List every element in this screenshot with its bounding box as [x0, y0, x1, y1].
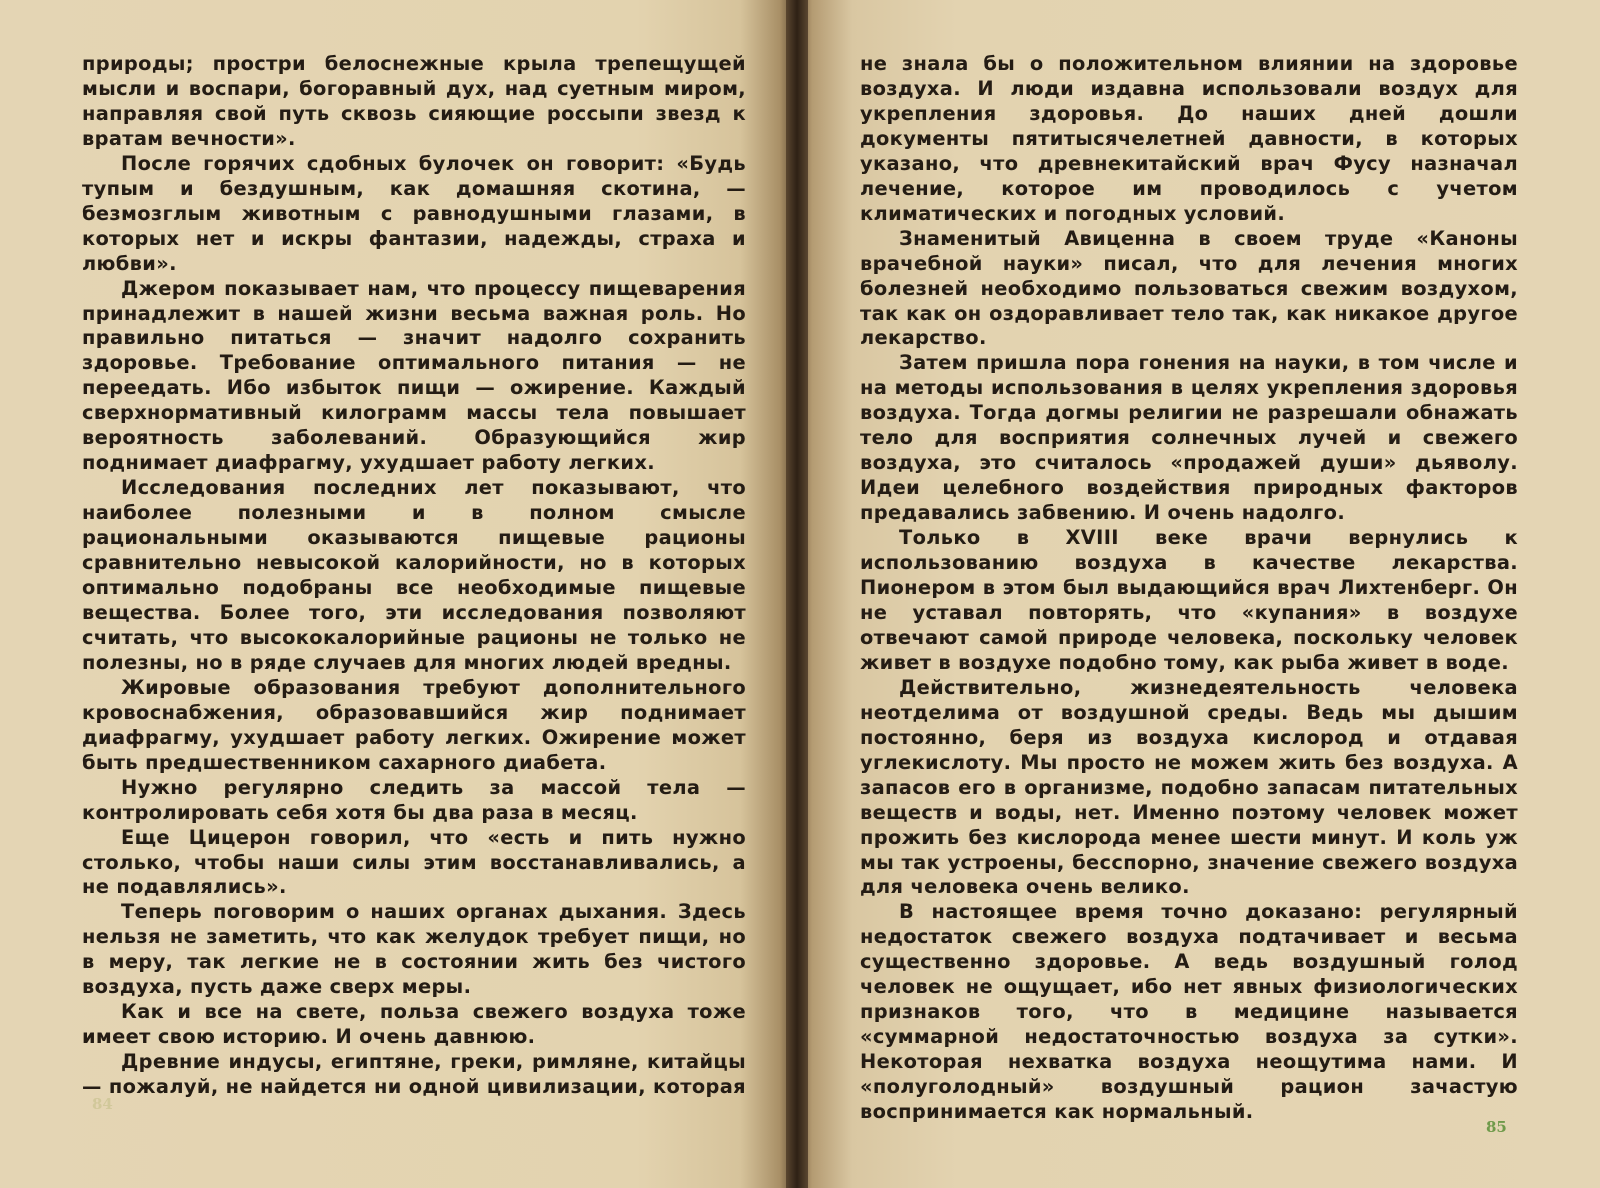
left-page	[0, 0, 796, 1188]
page-number: 84	[92, 1095, 113, 1113]
paragraph: Как и все на свете, польза свежего воздуха тоже имеет свою историю. И очень давнюю.	[82, 1000, 746, 1049]
paragraph: Еще Цицерон говорил, что «есть и пить нужно столько, чтобы наши силы этим восстанавливались, а не подавлялись».	[82, 825, 746, 899]
paragraph: Только в XVIII веке врачи вернулись к использованию воздуха в качестве лекарства. Пионером в этом был выдающийся врач Лихтенберг. Он не уставал повторять, что «купания» в воздухе отвечают самой природе человека, поскольку человек живет в воздухе подобно тому, как рыба живет в воде.	[860, 526, 1518, 674]
page-number: 85	[1486, 1118, 1507, 1136]
paragraph: Затем пришла пора гонения на науки, в том числе и на методы использования в целях укрепления здоровья воздуха. Тогда догмы религии не разрешали обнажать тело для восприятия солнечных лучей и свежего воздуха, это считалось «продажей души» дьяволу. Идеи целебного воздействия природных факторов предавались забвению. И очень надолго.	[860, 351, 1518, 525]
right-page	[796, 0, 1600, 1188]
paragraph: не знала бы о положительном влиянии на здоровье воздуха. И люди издавна использовали воздух для укрепления здоровья. До наших дней дошли документы пятитысячелетней давности, в которых указано, что древнекитайский врач Фусу назначал лечение, которое им проводилось с учетом климатических и погодных условий.	[860, 52, 1518, 225]
right-text-column	[860, 52, 1518, 1125]
paragraph: Теперь поговорим о наших органах дыхания. Здесь нельзя не заметить, что как желудок требует пищи, но в меру, так легкие не в состоянии жить без чистого воздуха, пусть даже сверх меры.	[82, 900, 746, 999]
paragraph: природы; простри белоснежные крыла трепещущей мысли и воспари, богоравный дух, над суетным миром, направляя свой путь сквозь сияющие россыпи звезд к вратам вечности».	[82, 52, 746, 150]
left-text-column	[82, 52, 746, 1100]
paragraph: После горячих сдобных булочек он говорит: «Будь тупым и бездушным, как домашняя скотина, — безмозглым животным с равнодушными глазами, в которых нет и искры фантазии, надежды, страха и любви».	[82, 151, 746, 275]
paragraph: Нужно регулярно следить за массой тела — контролировать себя хотя бы два раза в месяц.	[82, 775, 746, 824]
paragraph: Знаменитый Авиценна в своем труде «Каноны врачебной науки» писал, что для лечения многих болезней необходимо пользоваться свежим воздухом, так как он оздоравливает тело так, как никакое другое лекарство.	[860, 226, 1518, 350]
paragraph: Жировые образования требуют дополнительного кровоснабжения, образовавшийся жир поднимает диафрагму, ухудшает работу легких. Ожирение может быть предшественником сахарного диабета.	[82, 675, 746, 774]
paragraph: Древние индусы, египтяне, греки, римляне, китайцы — пожалуй, не найдется ни одной цивилизации, которая	[82, 1050, 746, 1099]
paragraph: Джером показывает нам, что процессу пищеварения принадлежит в нашей жизни весьма важная роль. Но правильно питаться — значит надолго сохранить здоровье. Требование оптимального питания — не переедать. Ибо избыток пищи — ожирение. Каждый сверхнормативный килограмм массы тела повышает вероятность заболеваний. Образующийся жир поднимает диафрагму, ухудшает работу легких.	[82, 276, 746, 475]
book-gutter	[786, 0, 808, 1188]
paragraph: Исследования последних лет показывают, что наиболее полезными и в полном смысле рациональными оказываются пищевые рационы сравнительно невысокой калорийности, но в которых оптимально подобраны все необходимые пищевые вещества. Более того, эти исследования позволяют считать, что высококалорийные рационы не только не полезны, но в ряде случаев для многих людей вредны.	[82, 476, 746, 674]
paragraph: Действительно, жизнедеятельность человека неотделима от воздушной среды. Ведь мы дышим постоянно, беря из воздуха кислород и отдавая углекислоту. Мы просто не можем жить без воздуха. А запасов его в организме, подобно запасам питательных веществ и воды, нет. Именно поэтому человек может прожить без кислорода менее шести минут. И коль уж мы так устроены, бесспорно, значение свежего воздуха для человека очень велико.	[860, 675, 1518, 899]
paragraph: В настоящее время точно доказано: регулярный недостаток свежего воздуха подтачивает и весьма существенно здоровье. А ведь воздушный голод человек не ощущает, ибо нет явных физиологических признаков того, что в медицине называется «суммарной недостаточностью воздуха за сутки». Некоторая нехватка воздуха неощутима нами. И «полуголодный» воздушный рацион зачастую воспринимается как нормальный.	[860, 900, 1518, 1124]
